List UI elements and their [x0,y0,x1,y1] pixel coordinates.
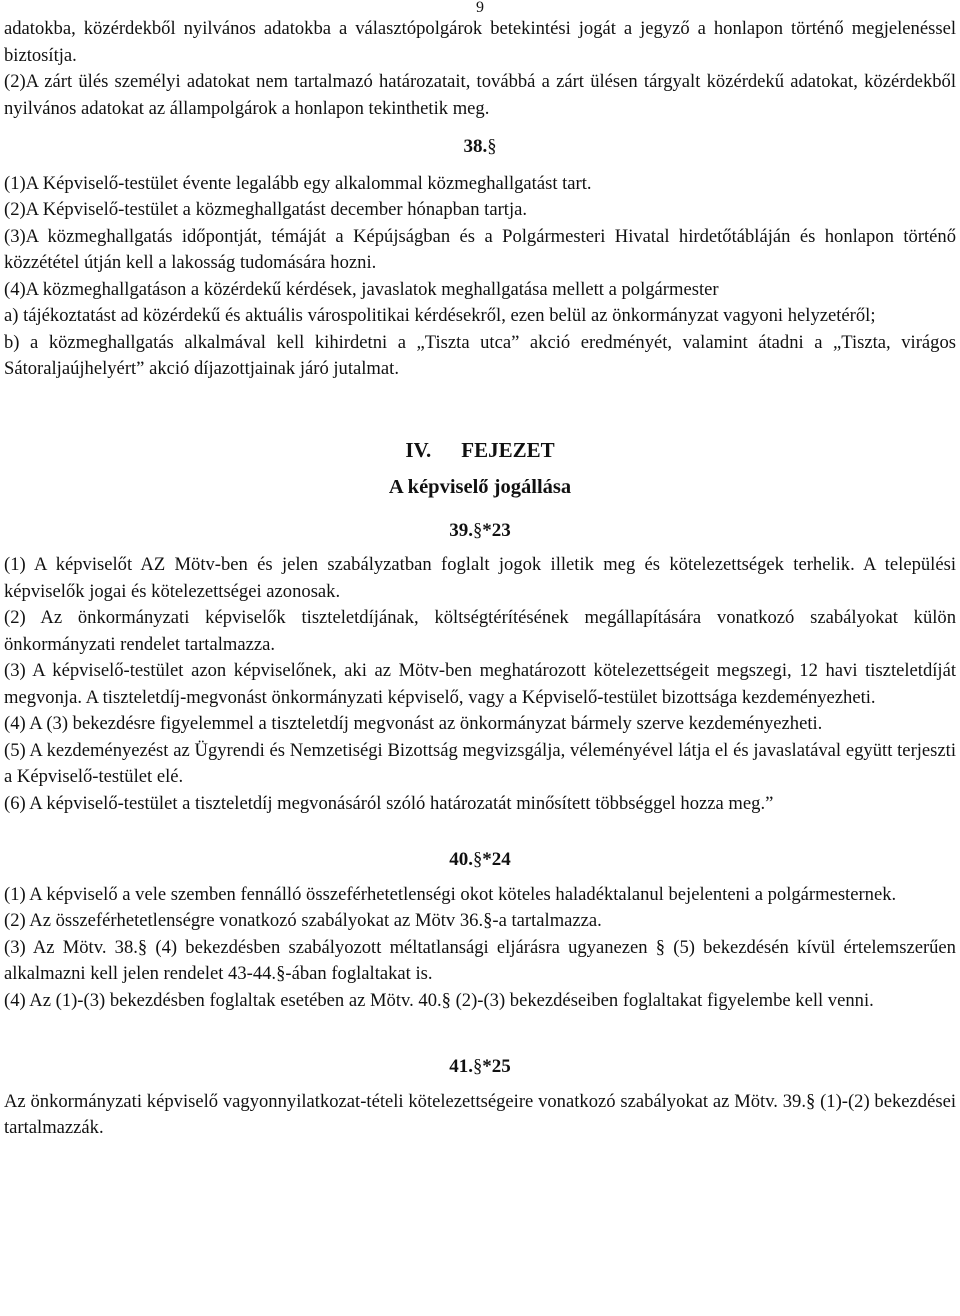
section-number: 41. [449,1056,473,1077]
paragraph: a) tájékoztatást ad közérdekű és aktuális várospolitikai kérdésekről, ezen belül az önkormányzat vagyoni helyzetéről; [4,305,876,326]
paragraph: (6) A képviselő-testület a tiszteletdíj megvonásáról szóló határozatát minősített többséggel hozza meg.” [4,792,774,814]
paragraph: (3) A képviselő-testület azon képviselőnek, aki az Mötv-ben meghatározott kötelezettségeit megszegi, 12 havi tiszteletdíját megvonja. A tiszteletdíj-megvonást önkormányzati képviselő, vagy a Képviselő-testület bizottsága kezdeményezheti. [4,660,956,708]
section-sign: § [805,1090,816,1112]
paragraph: adatokba, közérdekből nyilvános adatokba a választópolgárok betekintési jogát a jegyző a honlapon történő megjelenéssel biztosítja. [4,18,956,66]
document-body [4,16,956,1142]
chapter-number: IV. [405,437,432,462]
amendment-note: *25 [482,1056,511,1077]
section-number: 38. [463,136,488,157]
paragraph: Az önkormányzati képviselő vagyonnyilatkozat-tételi kötelezettségeire vonatkozó szabályokat az Mötv. 39.§ (1)-(2) bekezdései tartalmazzák. [4,1090,956,1138]
section-sign: § [472,1056,483,1077]
section-sign: § [472,519,483,541]
page-number: 9 [476,0,484,16]
paragraph: (2)A zárt ülés személyi adatokat nem tartalmazó határozatait, továbbá a zárt ülésen tárgyalt közérdekű adatokat, közérdekből nyilvános adatokat az állampolgárok a honlapon tekinthetik meg. [4,71,956,119]
paragraph: (2) Az összeférhetetlenségre vonatkozó szabályokat az Mötv 36.§-a tartalmazza. [4,910,602,931]
paragraph: (3)A közmeghallgatás időpontját, témáját a Képújságban és a Polgármesteri Hivatal hirdetőtábláján és honlapon történő közzététel útján kell a lakosság tudomására hozni. [4,225,956,273]
section-41-heading [4,1054,956,1081]
section-sign: § [655,936,666,958]
paragraph: (1)A Képviselő-testület évente legalább egy alkalommal közmeghallgatást tart. [4,172,592,194]
section-sign: § [137,936,148,958]
chapter-heading [4,435,956,465]
section-sign: § [487,136,497,157]
paragraph: b) a közmeghallgatás alkalmával kell kihirdetni a „Tiszta utca” akció eredményét, valamint átadni a „Tiszta, virágos Sátoraljaújhelyért” akció díjazottjainak járó jutalmat. [4,331,956,379]
section-sign: § [472,849,483,870]
paragraph: (2) Az önkormányzati képviselők tiszteletdíjának, költségtérítésének megállapítására vonatkozó szabályokat külön önkormányzati rendelet tartalmazza. [4,607,956,655]
paragraph: (2)A Képviselő-testület a közmeghallgatást december hónapban tartja. [4,199,528,220]
section-39-heading [4,518,956,545]
paragraph: (5) A kezdeményezést az Ügyrendi és Nemzetiségi Bizottság megvizsgálja, véleményével látja el és javaslatával együtt terjeszti a Képviselő-testület elé. [4,739,956,787]
paragraph: (4)A közmeghallgatáson a közérdekű kérdések, javaslatok meghallgatása mellett a polgármester [4,278,719,300]
amendment-note: *23 [482,519,511,541]
paragraph: (1) A képviselő a vele szemben fennálló összeférhetetlenségi okot köteles haladéktalanul bejelenteni a polgármesternek. [4,883,897,905]
amendment-note: *24 [482,849,511,870]
chapter-label: FEJEZET [461,437,555,462]
paragraph: (4) A (3) bekezdésre figyelemmel a tiszteletdíj megvonást az önkormányzat bármely szerve kezdeményezheti. [4,713,823,734]
section-number: 39. [449,519,473,541]
paragraph: (1) A képviselőt AZ Mötv-ben és jelen szabályzatban foglalt jogok illetik meg és kötelezettségek terhelik. A települési képviselők jogai és kötelezettségei azonosak. [4,554,956,602]
paragraph: (4) Az (1)-(3) bekezdésben foglaltak esetében az Mötv. 40.§ (2)-(3) bekezdéseiben foglaltakat figyelembe kell venni. [4,989,874,1011]
section-number: 40. [449,849,473,870]
section-40-heading [4,847,956,874]
section-sign: § [441,989,451,1011]
section-38-heading [4,134,956,161]
section-sign: § [276,963,286,984]
section-sign: § [483,910,493,931]
paragraph: (3) Az Mötv. 38.§ (4) bekezdésben szabályozott méltatlansági eljárásra ugyanezen § (5) bekezdésén kívül értelemszerűen alkalmazni kell jelen rendelet 43-44.§-ában foglaltakat is. [4,936,956,984]
chapter-title: A képviselő jogállása [388,475,572,498]
